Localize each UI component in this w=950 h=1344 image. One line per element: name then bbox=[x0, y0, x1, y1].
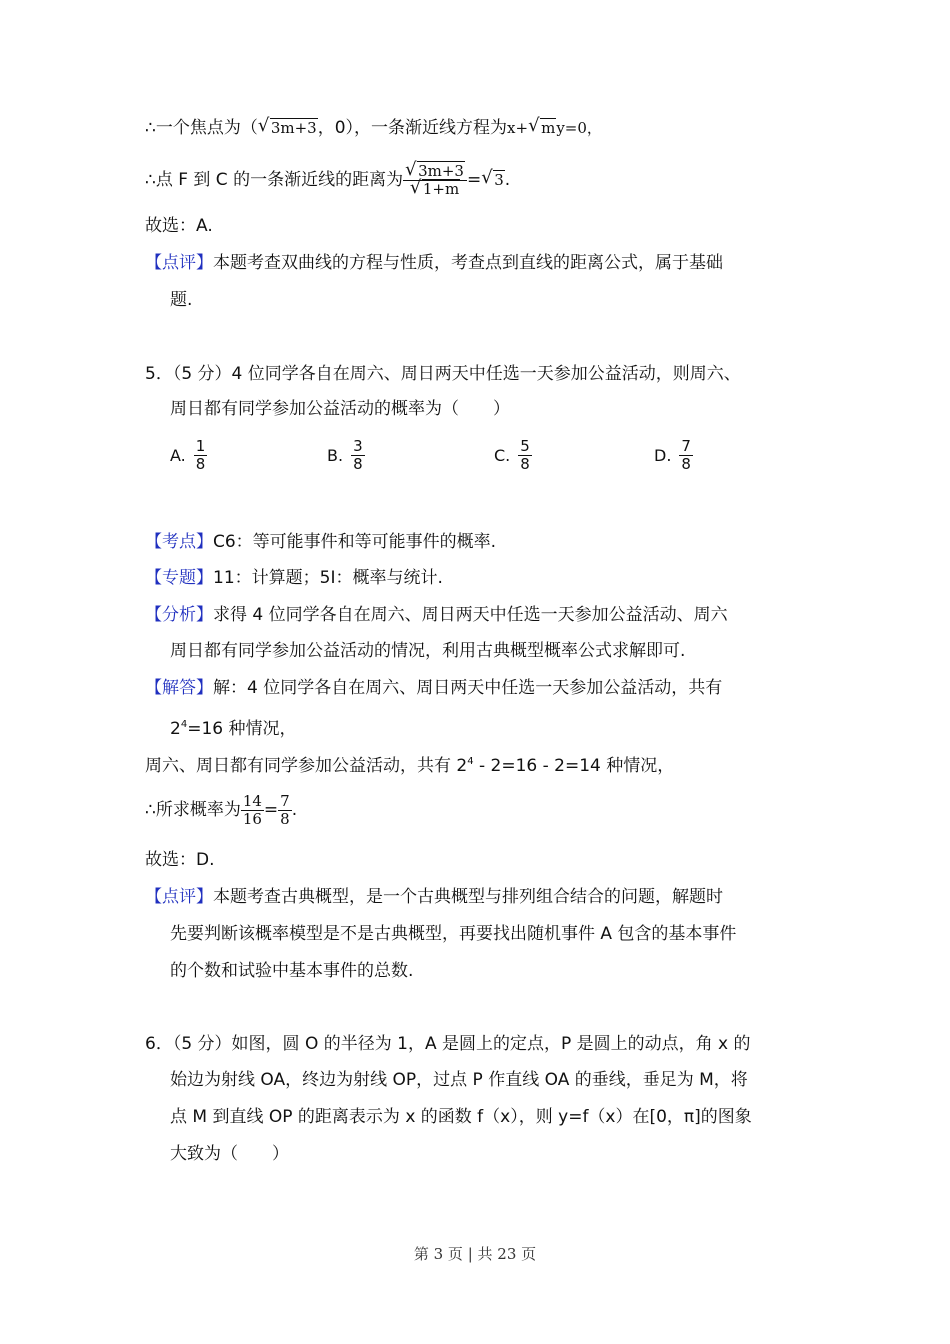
exponent: 4 bbox=[467, 756, 474, 767]
text: = bbox=[263, 800, 279, 820]
solution-focus-line bbox=[145, 117, 602, 139]
question-6-line-2: 始边为射线 OA，终边为射线 OP，过点 P 作直线 OA 的垂线，垂足为 M，将 bbox=[170, 1070, 748, 1090]
comment-line-cont: 的个数和试验中基本事件的总数. bbox=[170, 961, 414, 981]
question-6-line-1: 6．（5 分）如图，圆 O 的半径为 1，A 是圆上的定点，P 是圆上的动点，角 x 的 bbox=[145, 1034, 751, 1054]
text: = bbox=[466, 170, 482, 190]
text: 本题考查双曲线的方程与性质，考查点到直线的距离公式，属于基础 bbox=[213, 253, 723, 273]
text: ，0），一条渐近线方程为 bbox=[317, 118, 508, 138]
jieda-line bbox=[145, 677, 722, 699]
text: ∴点 F 到 C 的一条渐近线的距离为 bbox=[145, 170, 404, 190]
denominator: 8 bbox=[520, 455, 530, 473]
text: y=0， bbox=[556, 119, 602, 137]
comment-tag: 【点评】 bbox=[145, 253, 213, 273]
kaodian-tag: 【考点】 bbox=[145, 532, 213, 552]
denominator: 8 bbox=[681, 455, 691, 473]
sqrt-expression bbox=[258, 117, 318, 139]
text: C6：等可能事件和等可能事件的概率. bbox=[213, 532, 497, 552]
jieda-line-3 bbox=[145, 751, 674, 777]
fenxi-line bbox=[145, 604, 728, 626]
text: x+ bbox=[507, 119, 529, 137]
page-footer: 第 3 页 | 共 23 页 bbox=[413, 1245, 537, 1263]
denominator: 8 bbox=[195, 455, 206, 473]
text: . bbox=[291, 800, 298, 820]
option-d[interactable] bbox=[654, 438, 693, 473]
numerator: 5 bbox=[520, 437, 530, 455]
fraction bbox=[518, 438, 532, 473]
sqrt-expression bbox=[481, 160, 505, 200]
radicand: 1+m bbox=[422, 179, 460, 198]
question-5-line-1: 5．（5 分）4 位同学各自在周六、周日两天中任选一天参加公益活动，则周六、 bbox=[145, 364, 741, 384]
numerator: 3 bbox=[353, 437, 363, 455]
option-label: B. bbox=[327, 446, 344, 465]
comment-line bbox=[145, 886, 723, 908]
answer-line: 故选：D. bbox=[145, 850, 215, 870]
text: 本题考查古典概型，是一个古典概型与排列组合结合的问题，解题时 bbox=[213, 887, 723, 907]
numerator: 14 bbox=[242, 791, 262, 810]
text: 周六、周日都有同学参加公益活动，共有 2 bbox=[145, 756, 468, 776]
radicand: 3m+3 bbox=[418, 161, 464, 180]
sqrt-expression bbox=[528, 117, 556, 139]
text: ∴一个焦点为（ bbox=[145, 118, 258, 138]
radicand: 3m+3 bbox=[270, 119, 317, 137]
denominator: 8 bbox=[353, 455, 363, 473]
text: 11：计算题；5I：概率与统计. bbox=[213, 568, 443, 588]
comment-tag: 【点评】 bbox=[145, 887, 213, 907]
comment-line-cont: 先要判断该概率模型是不是古典概型，再要找出随机事件 A 包含的基本事件 bbox=[170, 924, 737, 944]
denominator: 8 bbox=[280, 809, 290, 828]
comment-line-cont: 题. bbox=[170, 290, 193, 310]
numerator: 7 bbox=[681, 437, 691, 455]
radicand: 3 bbox=[494, 171, 504, 189]
numerator: 7 bbox=[280, 791, 290, 810]
numerator: 1 bbox=[195, 437, 206, 455]
denominator: 16 bbox=[242, 809, 262, 828]
jieda-tag: 【解答】 bbox=[145, 678, 213, 698]
kaodian-line bbox=[145, 531, 496, 553]
option-a[interactable] bbox=[170, 438, 207, 473]
text: 求得 4 位同学各自在周六、周日两天中任选一天参加公益活动、周六 bbox=[213, 605, 728, 625]
option-b[interactable] bbox=[327, 438, 365, 473]
solution-distance-line bbox=[145, 160, 510, 200]
question-5-line-2: 周日都有同学参加公益活动的概率为（ ） bbox=[170, 399, 510, 419]
comment-line bbox=[145, 252, 723, 274]
fenxi-line-cont: 周日都有同学参加公益活动的情况，利用古典概型概率公式求解即可. bbox=[170, 641, 686, 661]
zhuanti-tag: 【专题】 bbox=[145, 568, 213, 588]
answer-line: 故选：A. bbox=[145, 216, 213, 236]
text: =16 种情况， bbox=[187, 719, 297, 739]
radicand: m bbox=[541, 119, 556, 137]
option-c[interactable] bbox=[494, 438, 532, 473]
question-5-options bbox=[170, 438, 730, 480]
text: ∴所求概率为 bbox=[145, 800, 241, 820]
text: - 2=16 - 2=14 种情况， bbox=[473, 756, 675, 776]
fraction bbox=[403, 163, 467, 198]
jieda-line-4 bbox=[145, 790, 297, 830]
question-6-line-3: 点 M 到直线 OP 的距离表示为 x 的函数 f（x），则 y=f（x）在[0，π]的图象 bbox=[170, 1107, 752, 1127]
option-label: D. bbox=[654, 446, 672, 465]
fraction bbox=[241, 793, 264, 828]
fraction bbox=[194, 438, 208, 473]
fraction bbox=[351, 438, 365, 473]
zhuanti-line bbox=[145, 567, 443, 589]
fraction bbox=[679, 438, 693, 473]
option-label: C. bbox=[494, 446, 511, 465]
fenxi-tag: 【分析】 bbox=[145, 605, 213, 625]
text: . bbox=[504, 170, 511, 190]
exponent: 4 bbox=[180, 719, 188, 730]
text: 解：4 位同学各自在周六、周日两天中任选一天参加公益活动，共有 bbox=[213, 678, 723, 698]
text: 2 bbox=[170, 719, 181, 739]
option-label: A. bbox=[170, 446, 186, 465]
jieda-line-2 bbox=[170, 714, 296, 740]
fraction bbox=[278, 793, 292, 828]
question-6-line-4: 大致为（ ） bbox=[170, 1144, 289, 1164]
